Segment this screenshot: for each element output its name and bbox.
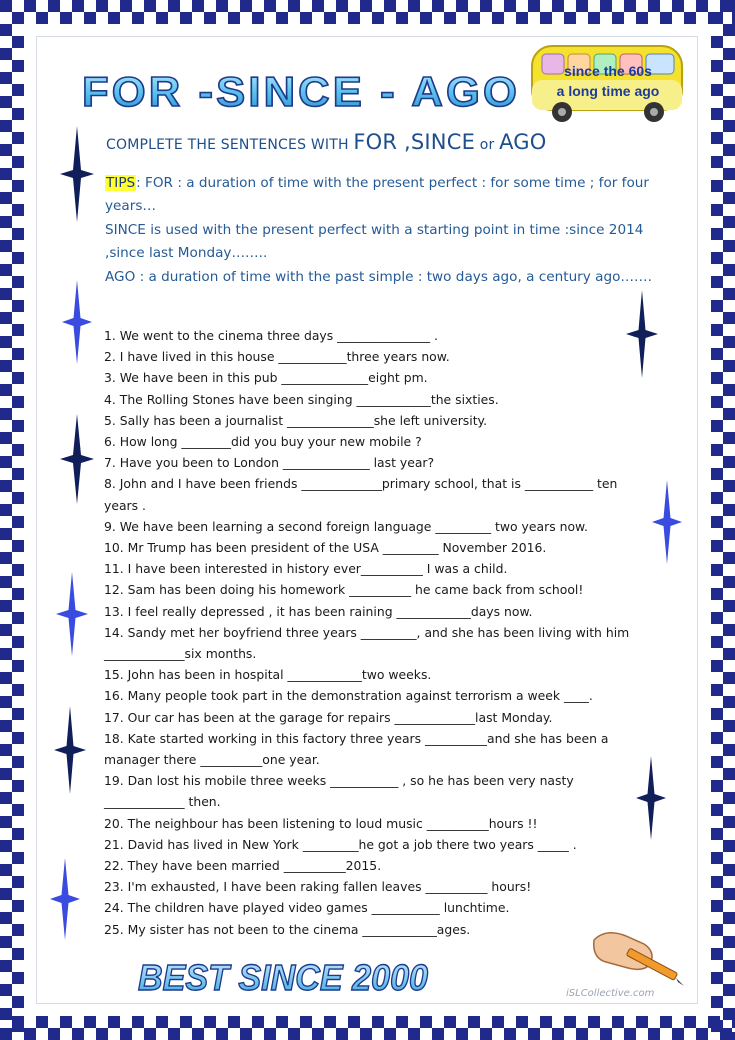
list-item: 7. Have you been to London ______________ last year? xyxy=(104,455,435,471)
sparkle-star-icon xyxy=(652,480,682,564)
list-item: 13. I feel really depressed , it has been raining ____________days now. xyxy=(104,603,533,619)
sparkle-star-icon xyxy=(626,290,658,378)
tips-since: SINCE is used with the present perfect with a starting point in time :since 2014 ,since last Monday…….. xyxy=(105,221,644,262)
list-item: 18. Kate started working in this factory three years __________and she has been a manager there __________one year. xyxy=(104,730,609,768)
list-item: 16. Many people took part in the demonstration against terrorism a week ____. xyxy=(104,688,593,704)
list-item: 17. Our car has been at the garage for repairs _____________last Monday. xyxy=(104,709,553,725)
instruction-heading xyxy=(106,130,666,154)
list-item: 15. John has been in hospital ____________two weeks. xyxy=(104,667,432,683)
list-item: 5. Sally has been a journalist ______________she left university. xyxy=(104,412,488,428)
list-item: 20. The neighbour has been listening to loud music __________hours !! xyxy=(104,815,538,831)
sparkle-star-icon xyxy=(54,706,86,794)
van-caption-1: since the 60s xyxy=(564,63,652,79)
list-item: 21. David has lived in New York _________he got a job there two years _____ . xyxy=(104,836,577,852)
list-item: 22. They have been married __________2015. xyxy=(104,858,382,874)
van-illustration xyxy=(528,40,688,124)
footer-logo xyxy=(136,952,436,1000)
tips-for-text: : FOR : a duration of time with the present perfect : for some time ; for four years… xyxy=(105,175,649,215)
sparkle-star-icon xyxy=(50,858,80,940)
list-item: 11. I have been interested in history ever__________ I was a child. xyxy=(104,561,508,577)
tips-label: TIPS xyxy=(106,175,136,191)
instruction-prefix: COMPLETE THE SENTENCES WITH xyxy=(106,137,354,153)
list-item: 10. Mr Trump has been president of the USA _________ November 2016. xyxy=(104,540,547,556)
list-item: 4. The Rolling Stones have been singing ____________the sixties. xyxy=(104,391,499,407)
sparkle-star-icon xyxy=(62,280,92,364)
sparkle-star-icon xyxy=(60,126,94,222)
list-item: 19. Dan lost his mobile three weeks ___________ , so he has been very nasty _____________ then. xyxy=(104,773,574,810)
list-item: 8. John and I have been friends _____________primary school, that is ___________ ten years . xyxy=(104,476,618,513)
exercise-list xyxy=(104,325,644,940)
tips-for xyxy=(105,172,660,219)
list-item: 14. Sandy met her boyfriend three years _________, and she has been living with him _____________six months. xyxy=(104,624,630,662)
instruction-or: or xyxy=(475,137,500,153)
list-item: 24. The children have played video games ___________ lunchtime. xyxy=(104,900,510,916)
instruction-last: AGO xyxy=(499,130,547,154)
list-item: 9. We have been learning a second foreign language _________ two years now. xyxy=(104,518,588,534)
list-item: 12. Sam has been doing his homework __________ he came back from school! xyxy=(104,582,584,598)
list-item: 2. I have lived in this house ___________three years now. xyxy=(104,349,450,365)
instruction-keywords: FOR ,SINCE xyxy=(353,130,476,154)
list-item: 23. I'm exhausted, I have been raking fallen leaves __________ hours! xyxy=(104,879,532,895)
list-item: 25. My sister has not been to the cinema ____________ages. xyxy=(104,921,471,937)
tips-box xyxy=(105,172,660,289)
list-item: 1. We went to the cinema three days _______________ . xyxy=(104,328,438,343)
watermark: iSLCollective.com xyxy=(566,988,655,999)
title-banner xyxy=(78,62,528,120)
sparkle-star-icon xyxy=(60,414,94,504)
sparkle-star-icon xyxy=(636,756,666,840)
list-item: 6. How long ________did you buy your new mobile ? xyxy=(104,434,422,450)
van-caption-2: a long time ago xyxy=(556,83,660,99)
list-item: 3. We have been in this pub ______________eight pm. xyxy=(104,370,428,386)
footer-logo-text: BEST SINCE 2000 xyxy=(138,957,428,998)
sparkle-star-icon xyxy=(56,572,88,656)
tips-ago: AGO : a duration of time with the past simple : two days ago, a century ago……. xyxy=(105,268,652,285)
page-title: FOR -SINCE - AGO xyxy=(82,68,520,115)
